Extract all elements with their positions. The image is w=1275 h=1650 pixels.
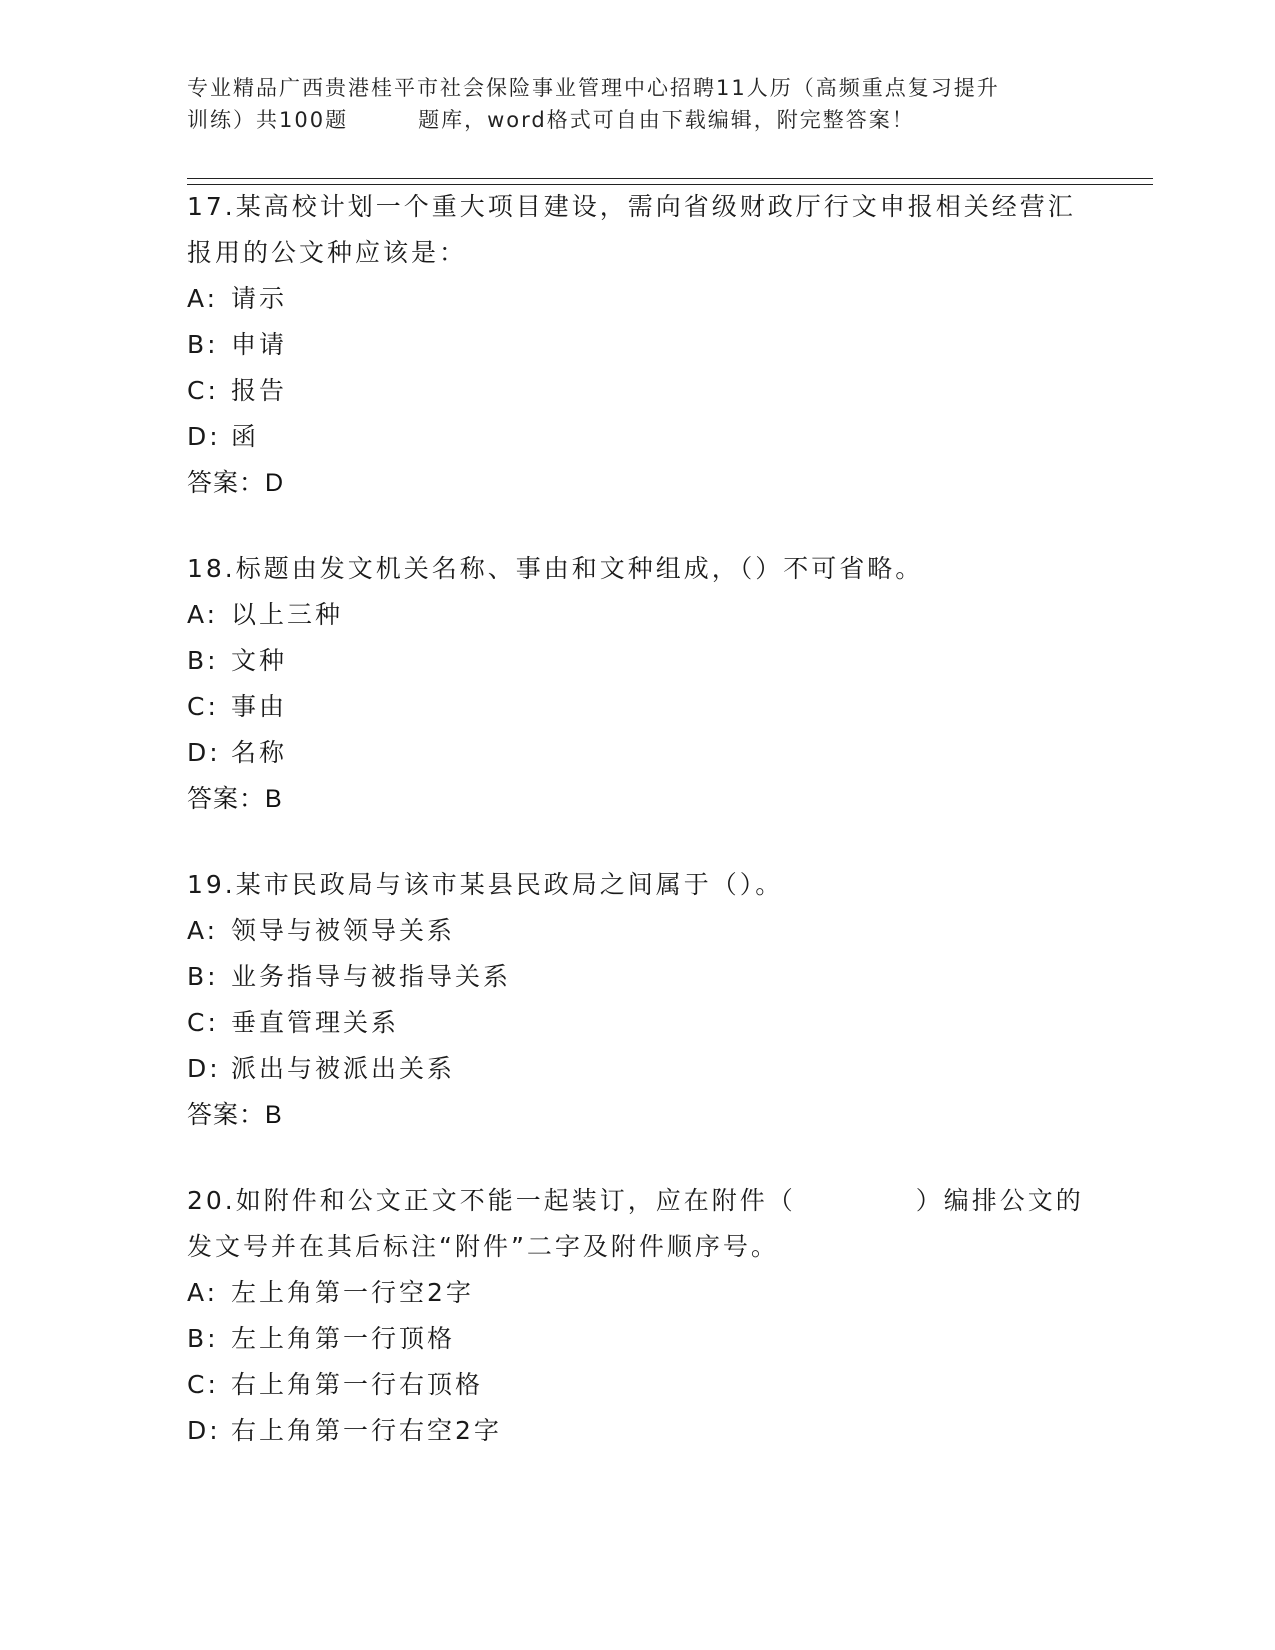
option-key: A: <box>187 916 219 945</box>
option-key: C: <box>187 1008 219 1037</box>
option-a <box>187 276 1087 322</box>
answer: 答案：B <box>187 1101 283 1129</box>
question-stem-part-1: 20.如附件和公文正文不能一起装订，应在附件（ <box>187 1186 796 1215</box>
header-line-1: 专业精品广西贵港桂平市社会保险事业管理中心招聘11人历（高频重点复习提升 <box>187 76 1000 100</box>
option-text: 文种 <box>231 646 288 675</box>
option-b <box>187 638 1087 684</box>
option-text: 领导与被领导关系 <box>231 916 456 945</box>
option-d <box>187 730 1087 776</box>
question-stem: 18.标题由发文机关名称、事由和文种组成，（）不可省略。 <box>187 554 924 583</box>
option-d <box>187 1046 1087 1092</box>
document-header <box>187 72 1087 136</box>
option-text: 函 <box>231 422 260 451</box>
option-key: D: <box>187 738 221 767</box>
option-key: B: <box>187 1324 219 1353</box>
option-text: 右上角第一行右顶格 <box>231 1370 484 1399</box>
header-line-2-part-1: 训练）共100题 <box>187 108 349 132</box>
option-key: A: <box>187 600 219 629</box>
option-c <box>187 1362 1087 1408</box>
option-text: 请示 <box>231 284 288 313</box>
answer: 答案：B <box>187 785 283 813</box>
option-key: B: <box>187 330 219 359</box>
question-19 <box>187 862 1087 1138</box>
option-key: D: <box>187 1054 221 1083</box>
option-a <box>187 592 1087 638</box>
header-line-2 <box>187 104 1087 136</box>
option-text: 业务指导与被指导关系 <box>231 962 512 991</box>
option-c <box>187 1000 1087 1046</box>
option-b <box>187 954 1087 1000</box>
question-stem: 17.某高校计划一个重大项目建设，需向省级财政厅行文申报相关经营汇报用的公文种应该是： <box>187 192 1076 267</box>
option-text: 垂直管理关系 <box>231 1008 400 1037</box>
header-rule-top <box>187 178 1153 179</box>
option-a <box>187 908 1087 954</box>
header-line-2-part-2: 题库，word格式可自由下载编辑，附完整答案！ <box>418 108 915 132</box>
option-text: 左上角第一行空2字 <box>231 1278 474 1307</box>
option-text: 报告 <box>231 376 288 405</box>
option-text: 事由 <box>231 692 288 721</box>
option-d <box>187 414 1087 460</box>
option-b <box>187 322 1087 368</box>
option-d <box>187 1408 1087 1454</box>
option-key: A: <box>187 284 219 313</box>
option-key: B: <box>187 646 219 675</box>
question-stem-part-2: ）编排公文的发文号并在其后标注“附件”二字及附件顺序号。 <box>187 1186 1084 1261</box>
question-stem: 19.某市民政局与该市某县民政局之间属于（）。 <box>187 870 784 899</box>
answer: 答案：D <box>187 469 285 497</box>
option-b <box>187 1316 1087 1362</box>
option-c <box>187 684 1087 730</box>
question-18 <box>187 546 1087 822</box>
option-text: 左上角第一行顶格 <box>231 1324 456 1353</box>
option-text: 名称 <box>231 738 288 767</box>
question-17 <box>187 184 1087 506</box>
option-text: 申请 <box>231 330 288 359</box>
option-key: D: <box>187 1416 221 1445</box>
option-key: B: <box>187 962 219 991</box>
option-a <box>187 1270 1087 1316</box>
option-key: C: <box>187 1370 219 1399</box>
option-key: D: <box>187 422 221 451</box>
question-stem <box>187 1178 1087 1270</box>
option-text: 派出与被派出关系 <box>231 1054 456 1083</box>
question-20 <box>187 1178 1087 1454</box>
option-key: C: <box>187 692 219 721</box>
option-text: 右上角第一行右空2字 <box>231 1416 502 1445</box>
option-key: C: <box>187 376 219 405</box>
option-c <box>187 368 1087 414</box>
option-text: 以上三种 <box>231 600 344 629</box>
option-key: A: <box>187 1278 219 1307</box>
